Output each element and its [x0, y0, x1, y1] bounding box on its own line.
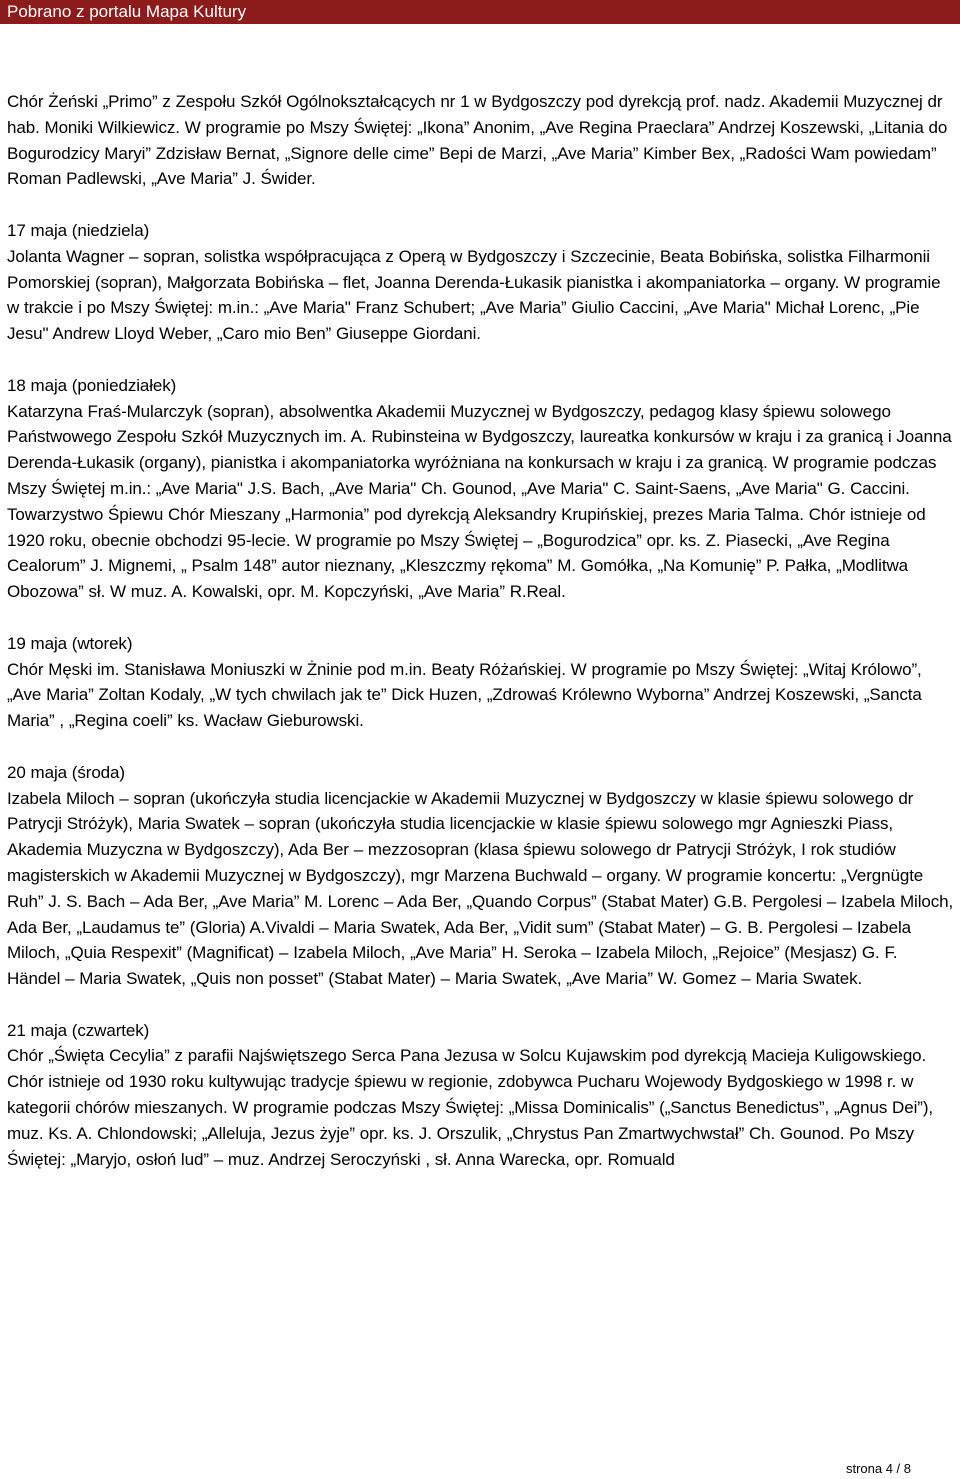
paragraph-gap [7, 992, 955, 1018]
paragraph-gap [7, 347, 955, 373]
event-paragraph: Chór Żeński „Primo” z Zespołu Szkół Ogólnokształcących nr 1 w Bydgoszczy pod dyrekcją prof. nadz. Akademii Muzycznej dr hab. Moniki Wilkiewicz. W programie po Mszy Świętej: „Ikona” Anonim, „Ave Regina Praeclara” Andrzej Koszewski, „Litania do Bogurodzicy Maryi” Zdzisław Bernat, „Signore delle cime” Bepi de Marzi, „Ave Maria” Kimber Bex, „Radości Wam powiedam” Roman Padlewski, „Ave Maria” J. Świder. [7, 92, 948, 189]
event-date: 19 maja (wtorek) [7, 633, 133, 653]
document-body [7, 89, 955, 1172]
event-paragraph: Towarzystwo Śpiewu Chór Mieszany „Harmonia” pod dyrekcją Aleksandry Krupińskiej, prezes Maria Talma. Chór istnieje od 1920 roku, obecnie obchodzi 95-lecie. W programie po Mszy Świętej – „Bogurodzica” opr. ks. Z. Piasecki, „Ave Regina Cealorum” J. Mignemi, „ Psalm 148” autor nieznany, „Kleszczmy rękoma” M. Gomółka, „Na Komunię” P. Pałka, „Modlitwa Obozowa” sł. W muz. A. Kowalski, opr. M. Kopczyński, „Ave Maria” R.Real. [7, 504, 926, 602]
event-section [7, 760, 955, 992]
header-bar [0, 0, 960, 24]
event-section [7, 218, 955, 347]
event-paragraph: Izabela Miloch – sopran (ukończyła studia licencjackie w Akademii Muzycznej w Bydgoszczy w klasie śpiewu solowego dr Patrycji Stróżyk), Maria Swatek – sopran (ukończyła studia licencjackie w klasie śpiewu solowego mgr Agnieszki Piass, Akademia Muzyczna w Bydgoszczy), Ada Ber – mezzosopran (klasa śpiewu solowego dr Patrycji Stróżyk, I rok studiów magisterskich w Akademii Muzycznej w Bydgoszczy), mgr Marzena Buchwald – organy. W programie koncertu: „Vergnügte Ruh” J. S. Bach – Ada Ber, „Ave Maria” M. Lorenc – Ada Ber, „Quando Corpus” (Stabat Mater) G.B. Pergolesi – Izabela Miloch, Ada Ber, „Laudamus te” (Gloria) A.Vivaldi – Maria Swatek, Ada Ber, „Vidit sum” (Stabat Mater) – G. B. Pergolesi – Izabela Miloch, „Quia Respexit” (Magnificat) – Izabela Miloch, „Ave Maria” H. Seroka – Izabela Miloch, „Rejoice” (Mesjasz) G. F. Händel – Maria Swatek, „Quis non posset” (Stabat Mater) – Maria Swatek, „Ave Maria” W. Gomez – Maria Swatek. [7, 788, 954, 989]
paragraph-gap [7, 605, 955, 631]
event-date: 18 maja (poniedziałek) [7, 375, 177, 395]
page-number: strona 4 / 8 [845, 1461, 911, 1476]
event-section [7, 89, 955, 192]
paragraph-gap [7, 734, 955, 760]
header-title: Pobrano z portalu Mapa Kultury [7, 2, 247, 21]
event-section [7, 373, 955, 605]
event-date: 17 maja (niedziela) [7, 220, 150, 240]
event-paragraph: Jolanta Wagner – sopran, solistka współpracująca z Operą w Bydgoszczy i Szczecinie, Beata Bobińska, solistka Filharmonii Pomorskiej (sopran), Małgorzata Bobińska – flet, Joanna Derenda-Łukasik pianistka i akompaniatorka – organy. W programie w trakcie i po Mszy Świętej: m.in.: „Ave Maria" Franz Schubert; „Ave Maria” Giulio Caccini, „Ave Maria" Michał Lorenc, „Pie Jesu" Andrew Lloyd Weber, „Caro mio Ben” Giuseppe Giordani. [7, 246, 941, 344]
event-date: 20 maja (środa) [7, 762, 125, 782]
event-paragraph: Chór „Święta Cecylia” z parafii Najświętszego Serca Pana Jezusa w Solcu Kujawskim pod dyrekcją Macieja Kuligowskiego. Chór istnieje od 1930 roku kultywując tradycje śpiewu w regionie, zdobywca Pucharu Wojewody Bydgoskiego w 1998 r. w kategorii chórów mieszanych. W programie podczas Mszy Świętej: „Missa Dominicalis” („Sanctus Benedictus”, „Agnus Dei”), muz. Ks. A. Chlondowski; „Alleluja, Jezus żyje” opr. ks. J. Orszulik, „Chrystus Pan Zmartwychwstał” Ch. Gounod. Po Mszy Świętej: „Maryjo, osłoń lud” – muz. Andrzej Seroczyński , sł. Anna Warecka, opr. Romuald [7, 1046, 934, 1169]
paragraph-gap [7, 192, 955, 218]
event-paragraph: Katarzyna Fraś-Mularczyk (sopran), absolwentka Akademii Muzycznej w Bydgoszczy, pedagog klasy śpiewu solowego Państwowego Zespołu Szkół Muzycznych im. A. Rubinsteina w Bydgoszczy, laureatka konkursów w kraju i za granicą i Joanna Derenda-Łukasik (organy), pianistka i akompaniatorka wyróżniana na konkursach w kraju i za granicą. W programie podczas Mszy Świętej m.in.: „Ave Maria" J.S. Bach, „Ave Maria" Ch. Gounod, „Ave Maria" C. Saint-Saens, „Ave Maria" G. Caccini. [7, 401, 952, 498]
event-section [7, 631, 955, 734]
event-date: 21 maja (czwartek) [7, 1020, 150, 1040]
event-section [7, 1018, 955, 1173]
event-paragraph: Chór Męski im. Stanisława Moniuszki w Żninie pod m.in. Beaty Różańskiej. W programie po Mszy Świętej: „Witaj Królowo”, „Ave Maria” Zoltan Kodaly, „W tych chwilach jak te” Dick Huzen, „Zdrowaś Królewno Wyborna” Andrzej Koszewski, „Sancta Maria” , „Regina coeli” ks. Wacław Gieburowski. [7, 659, 922, 731]
